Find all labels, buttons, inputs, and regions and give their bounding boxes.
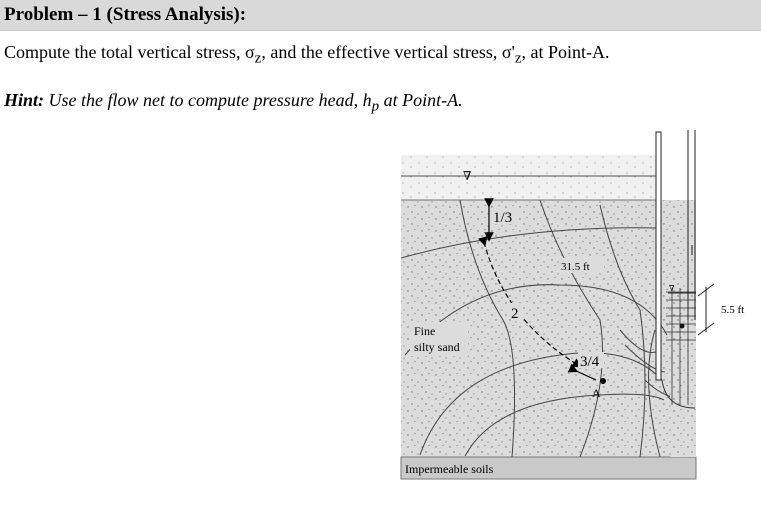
problem-title: Problem – 1 (Stress Analysis): — [4, 4, 247, 25]
svg-text:∇: ∇ — [669, 284, 675, 293]
impermeable-label: Impermeable soils — [405, 462, 494, 476]
soil-label-2: silty sand — [414, 340, 460, 354]
question-text: Compute the total vertical stress, $\sigma_z$, and the effective vertical stress, $\sigma'_z$, at Point-A. — [4, 42, 610, 67]
hint-text: Hint: Use the flow net to compute pressure head, $h_p$ at Point-A. — [4, 90, 463, 115]
point-a-marker — [600, 378, 606, 384]
point-a-label: A — [592, 386, 601, 400]
water-table-symbol: ∇ — [463, 169, 472, 183]
soil-label-1: Fine — [414, 324, 436, 338]
head-label: 5.5 ft — [721, 304, 745, 316]
label-one-third: 1/3 — [493, 210, 513, 226]
sheet-pile — [656, 132, 661, 380]
hint-label: Hint: — [4, 90, 45, 110]
water-layer — [401, 155, 656, 200]
label-three-quarter: 3/4 — [580, 354, 600, 370]
label-two: 2 — [511, 306, 519, 322]
depth-label: 31.5 ft — [561, 261, 590, 273]
